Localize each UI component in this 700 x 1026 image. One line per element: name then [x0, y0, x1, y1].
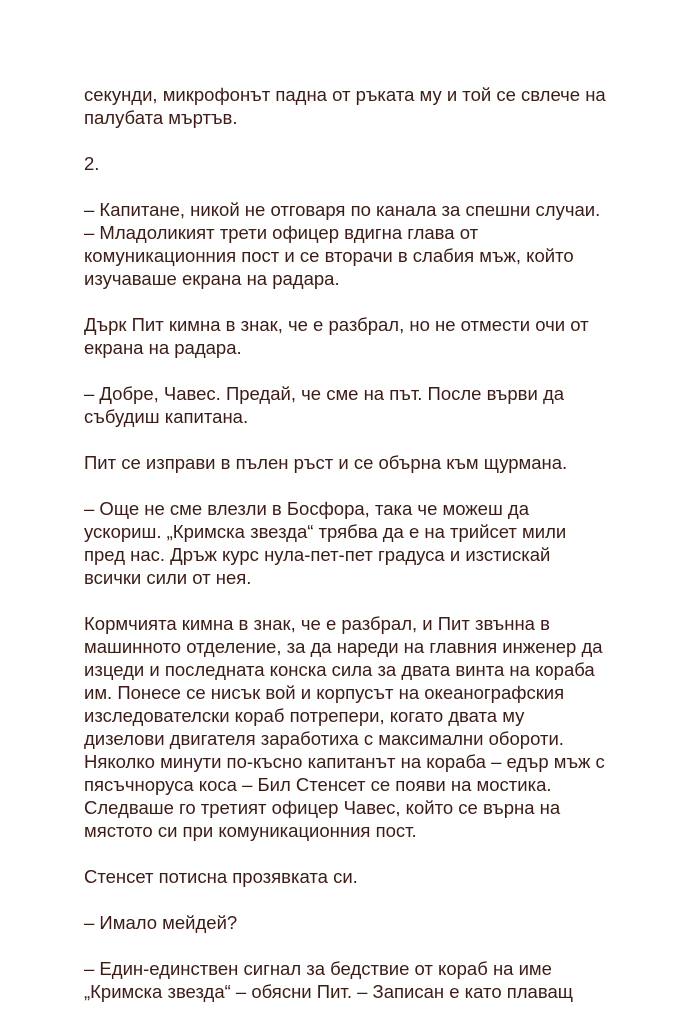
paragraph-5 [84, 382, 644, 428]
text-line: – Добре, Чавес. Предай, че сме на път. После върви да [84, 383, 565, 404]
text-line: – Имало мейдей? [84, 912, 238, 933]
text-line: пред нас. Дръж курс нула-пет-пет градуса и изстискай [84, 544, 551, 565]
text-line: Кормчията кимна в знак, че е разбрал, и Пит звънна в [84, 613, 550, 634]
text-line: ускориш. „Кримска звезда“ трябва да е на трийсет мили [84, 521, 567, 542]
text-line: им. Понесе се нисък вой и корпусът на океанографския [84, 682, 565, 703]
text-line: изцеди и последната конска сила за двата винта на кораба [84, 659, 595, 680]
text-line: машинното отделение, за да нареди на главния инженер да [84, 636, 603, 657]
text-line: секунди, микрофонът падна от ръката му и той се свлече на [84, 84, 606, 105]
text-line: „Кримска звезда“ – обясни Пит. – Записан е като плаващ [84, 981, 573, 1002]
text-line: – Още не сме влезли в Босфора, така че можеш да [84, 498, 530, 519]
text-line: палубата мъртъв. [84, 107, 238, 128]
paragraph-10 [84, 911, 644, 934]
paragraph-1 [84, 83, 644, 129]
paragraph-7 [84, 497, 644, 589]
text-line: всички сили от нея. [84, 567, 252, 588]
text-line: мястото си при комуникационния пост. [84, 820, 417, 841]
paragraph-8 [84, 612, 644, 842]
text-line: комуникационния пост и се вторачи в слабия мъж, който [84, 245, 574, 266]
text-line: събудиш капитана. [84, 406, 249, 427]
text-line: – Един-единствен сигнал за бедствие от кораб на име [84, 958, 552, 979]
text-line: Пит се изправи в пълен ръст и се обърна към щурмана. [84, 452, 568, 473]
text-line: 2. [84, 153, 100, 174]
paragraph-3 [84, 198, 644, 290]
text-line: – Младоликият трети офицер вдигна глава от [84, 222, 479, 243]
page-text [84, 83, 644, 1026]
paragraph-4 [84, 313, 644, 359]
text-line: пясъчноруса коса – Бил Стенсет се появи на мостика. [84, 774, 552, 795]
paragraph-9 [84, 865, 644, 888]
text-line: Стенсет потисна прозявката си. [84, 866, 358, 887]
text-line: – Капитане, никой не отговаря по канала за спешни случаи. [84, 199, 601, 220]
chapter-number [84, 152, 644, 175]
text-line: Няколко минути по-късно капитанът на кораба – едър мъж с [84, 751, 605, 772]
text-line: Дърк Пит кимна в знак, че е разбрал, но не отмести очи от [84, 314, 589, 335]
text-line: Следваше го третият офицер Чавес, който се върна на [84, 797, 561, 818]
text-line: изследователски кораб потрепери, когато двата му [84, 705, 525, 726]
paragraph-6 [84, 451, 644, 474]
text-line: дизелови двигателя заработиха с максимални обороти. [84, 728, 564, 749]
text-line: изучаваше екрана на радара. [84, 268, 340, 289]
text-line: екрана на радара. [84, 337, 242, 358]
paragraph-11 [84, 957, 644, 1003]
